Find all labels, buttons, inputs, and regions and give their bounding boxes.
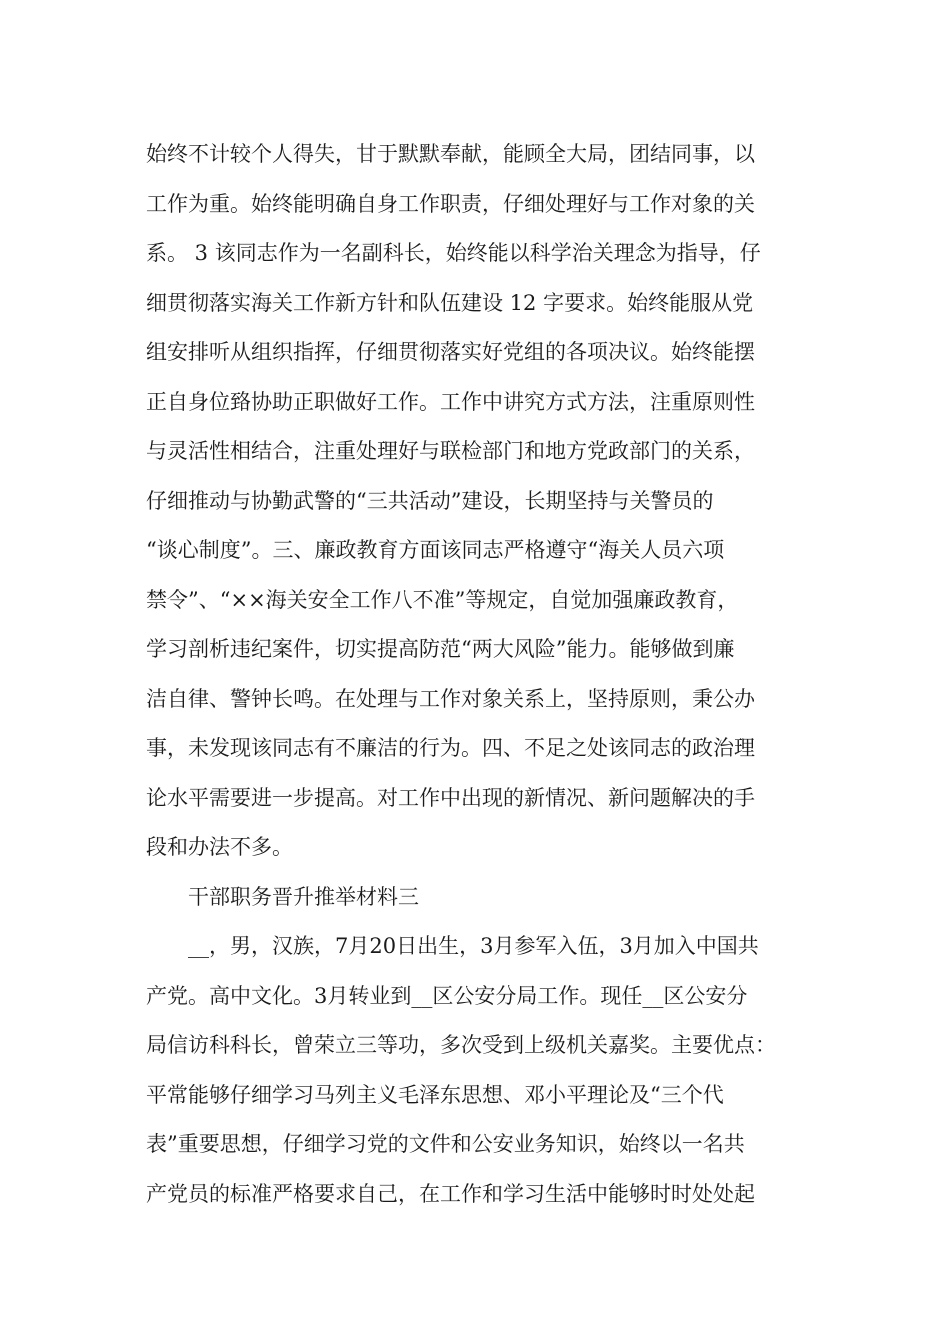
text-line: 仔细推动与协勤武警的“三共活动”建设，长期坚持与关警员的 — [146, 488, 714, 513]
text-line: 事，未发现该同志有不廉洁的行为。四、不足之处该同志的政治理 — [146, 736, 755, 760]
text-line: “谈心制度”。三、廉政教育方面该同志严格遵守“海关人员六项 — [146, 538, 725, 562]
text-line: 组安排听从组织指挥，仔细贯彻落实好党组的各项决议。始终能摆 — [146, 340, 755, 364]
section-heading: 干部职务晋升推举材料三 — [188, 884, 419, 909]
text-line: 段和办法不多。 — [146, 835, 293, 859]
text-line: 学习剖析违纪案件，切实提高防范“两大风险”能力。能够做到廉 — [146, 637, 735, 661]
paragraph-first-line: __，男，汉族，7月20日出生，3月参军入伍，3月加入中国共 — [188, 934, 759, 958]
text-line: 论水平需要进一步提高。对工作中出现的新情况、新问题解决的手 — [146, 785, 755, 810]
text-line: 洁自律、警钟长鸣。在处理与工作对象关系上，坚持原则，秉公办 — [146, 686, 755, 711]
text-line: 禁令”、“××海关安全工作八不准”等规定，自觉加强廉政教育， — [146, 587, 739, 612]
text-line: 局信访科科长，曾荣立三等功，多次受到上级机关嘉奖。主要优点： — [146, 1033, 776, 1057]
document-body — [146, 130, 846, 1219]
text-line: 细贯彻落实海关工作新方针和队伍建设 12 字要求。始终能服从党 — [146, 290, 754, 315]
text-line: 始终不计较个人得失，甘于默默奉献，能顾全大局，团结同事，以 — [146, 142, 755, 166]
text-line: 平常能够仔细学习马列主义毛泽东思想、邓小平理论及“三个代 — [146, 1082, 724, 1107]
text-line: 与灵活性相结合，注重处理好与联检部门和地方党政部门的关系， — [146, 439, 755, 463]
text-line: 工作为重。始终能明确自身工作职责，仔细处理好与工作对象的关 — [146, 191, 755, 216]
text-line: 正自身位臵协助正职做好工作。工作中讲究方式方法，注重原则性 — [146, 389, 755, 414]
text-line: 系。 3 该同志作为一名副科长，始终能以科学治关理念为指导，仔 — [146, 241, 761, 265]
text-line: 产党员的标准严格要求自己，在工作和学习生活中能够时时处处起 — [146, 1181, 755, 1206]
text-line: 产党。高中文化。3月转业到__区公安分局工作。现任__区公安分 — [146, 983, 748, 1008]
text-line: 表”重要思想，仔细学习党的文件和公安业务知识，始终以一名共 — [146, 1132, 745, 1156]
